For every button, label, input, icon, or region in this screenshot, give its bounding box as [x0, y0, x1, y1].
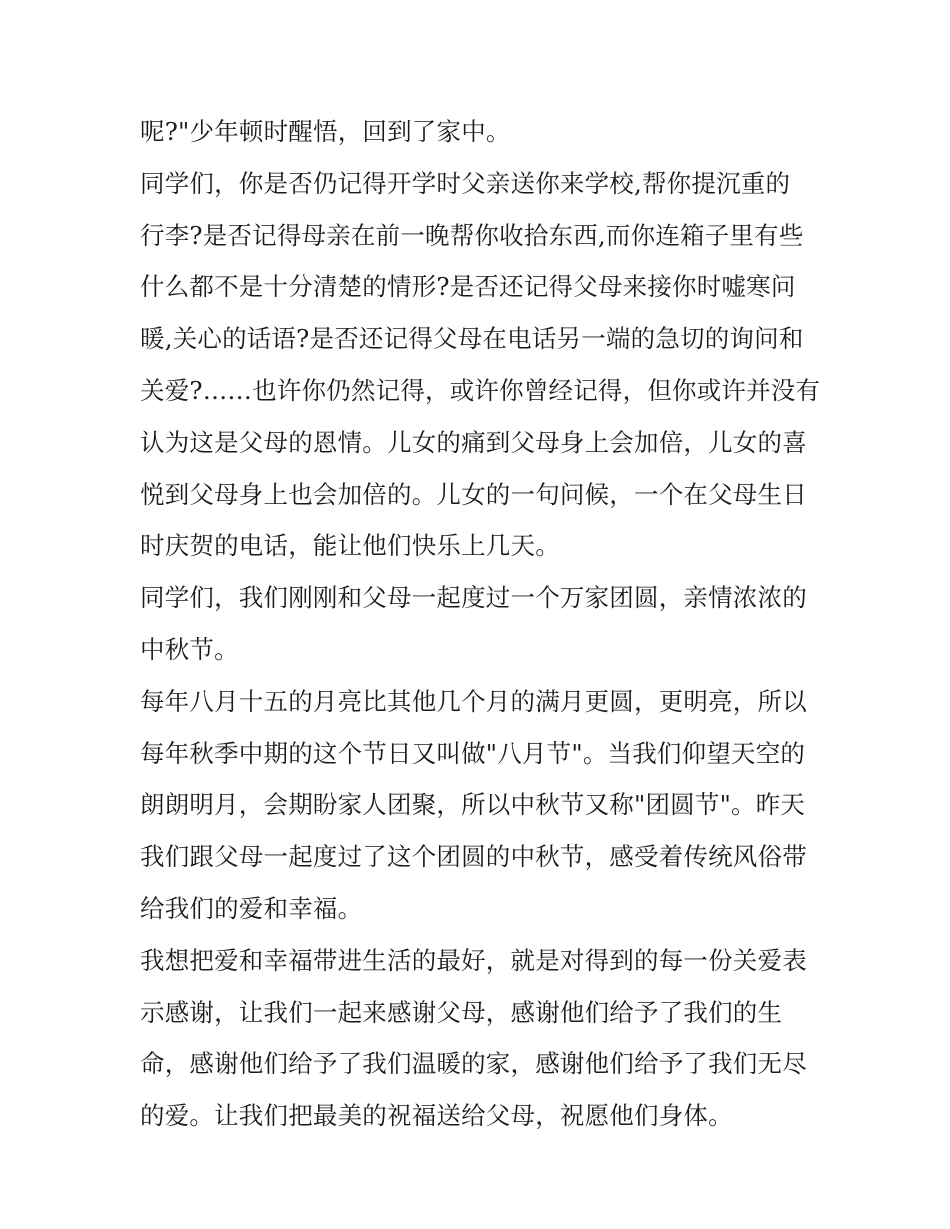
- text-line: 每年八月十五的月亮比其他几个月的满月更圆，更明亮，所以: [140, 686, 807, 716]
- text-line: 朗朗明月，会期盼家人团聚，所以中秋节又称"团圆节"。昨天: [140, 790, 806, 820]
- text-line: 暖,关心的话语?是否还记得父母在电话另一端的急切的询问和: [140, 324, 804, 354]
- text-line: 认为这是父母的恩情。儿女的痛到父母身上会加倍，儿女的喜: [140, 427, 807, 457]
- text-line: 同学们，我们刚刚和父母一起度过一个万家团圆，亲情浓浓的: [140, 583, 807, 613]
- text-line: 关爱?……也许你仍然记得，或许你曾经记得，但你或许并没有: [140, 375, 821, 405]
- text-line: 悦到父母身上也会加倍的。儿女的一句问候，一个在父母生日: [140, 479, 807, 509]
- text-line: 每年秋季中期的这个节日又叫做"八月节"。当我们仰望天空的: [140, 738, 806, 768]
- text-line: 中秋节。: [140, 634, 239, 664]
- text-line: 我们跟父母一起度过了这个团圆的中秋节，感受着传统风俗带: [140, 842, 807, 872]
- text-line: 行李?是否记得母亲在前一晚帮你收拾东西,而你连箱子里有些: [140, 220, 804, 250]
- text-line: 示感谢，让我们一起来感谢父母，感谢他们给予了我们的生: [140, 997, 783, 1027]
- text-line: 呢?"少年顿时醒悟，回到了家中。: [140, 117, 511, 146]
- text-line: 命，感谢他们给予了我们温暖的家，感谢他们给予了我们无尽: [140, 1049, 807, 1079]
- document-body: [140, 106, 820, 1142]
- text-line: 什么都不是十分清楚的情形?是否还记得父母来接你时嘘寒问: [140, 272, 796, 302]
- text-line: 的爱。让我们把最美的祝福送给父母，祝愿他们身体。: [140, 1101, 733, 1131]
- text-line: 同学们，你是否仍记得开学时父亲送你来学校,帮你提沉重的: [140, 168, 791, 198]
- text-line: 我想把爱和幸福带进生活的最好，就是对得到的每一份关爱表: [140, 945, 807, 975]
- text-line: 时庆贺的电话，能让他们快乐上几天。: [140, 531, 560, 561]
- text-line: 给我们的爱和幸福。: [140, 893, 363, 923]
